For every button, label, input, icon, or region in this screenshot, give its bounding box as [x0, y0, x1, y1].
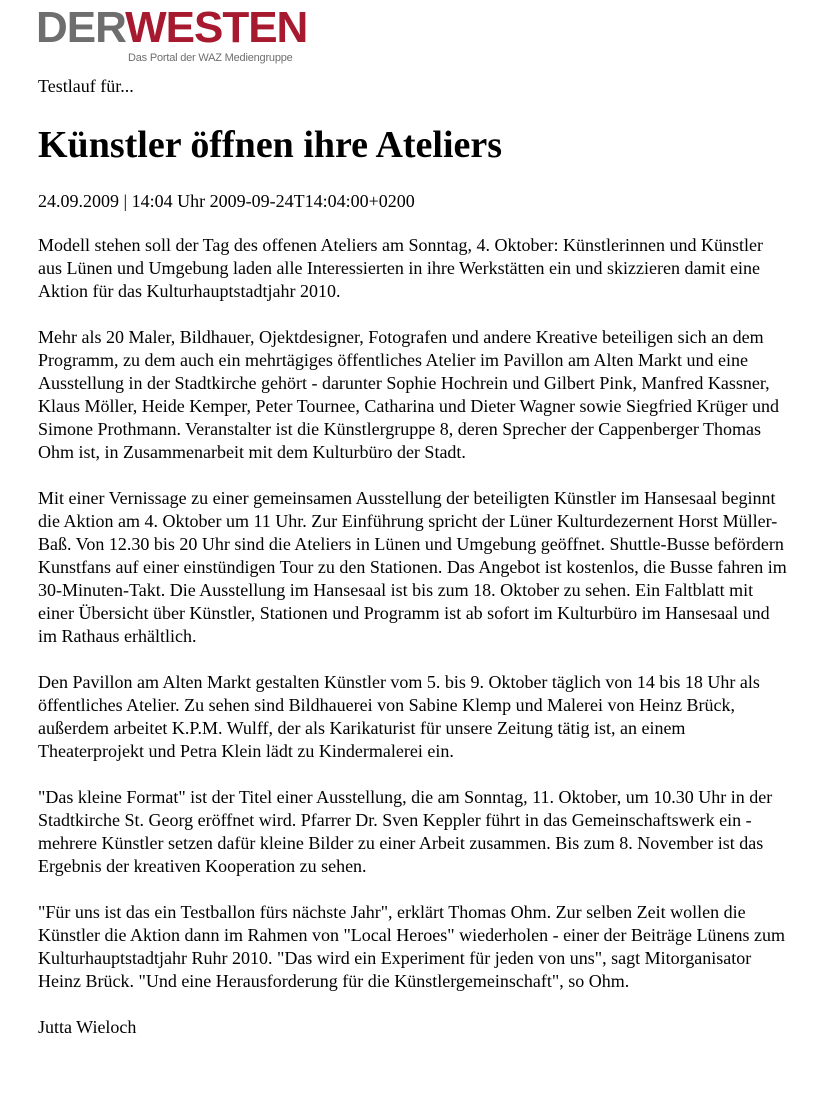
article-headline: Künstler öffnen ihre Ateliers: [38, 124, 503, 166]
article-paragraph: Mehr als 20 Maler, Bildhauer, Ojektdesigner, Fotografen und andere Kreative beteiligen sich an dem Programm, zu dem auch ein mehrtägiges öffentliches Atelier im Pavillon am Alten Markt und eine Ausstellung in der Stadtkirche gehört - darunter Sophie Hochrein und Gilbert Pink, Manfred Kassner, Klaus Möller, Heide Kemper, Peter Tournee, Catharina und Dieter Wagner sowie Siegfried Krüger und Simone Prothmann. Veranstalter ist die Künstlergruppe 8, deren Sprecher der Cappenberger Thomas Ohm ist, in Zusammenarbeit mit dem Kulturbüro der Stadt.: [38, 327, 779, 462]
logo-westen: WESTEN: [125, 3, 308, 52]
site-logo[interactable]: [36, 3, 308, 66]
logo-wordmark: [36, 3, 308, 52]
logo-tagline: Das Portal der WAZ Mediengruppe: [128, 52, 293, 64]
article-paragraph: Modell stehen soll der Tag des offenen Ateliers am Sonntag, 4. Oktober: Künstlerinnen und Künstler aus Lünen und Umgebung laden alle Interessierten in ihre Werkstätten ein und skizzieren damit eine Aktion für das Kulturhauptstadtjahr 2010.: [38, 235, 763, 301]
article-body: [38, 234, 788, 1062]
article-paragraph: "Für uns ist das ein Testballon fürs nächste Jahr", erklärt Thomas Ohm. Zur selben Zeit wollen die Künstler die Aktion dann im Rahmen von "Local Heroes" wiederholen - einer der Beiträge Lünens zum Kulturhauptstadtjahr Ruhr 2010. "Das wird ein Experiment für jeden von uns", sagt Mitorganisator Heinz Brück. "Und eine Herausforderung für die Künstlergemeinschaft", so Ohm.: [38, 902, 785, 991]
article-paragraph: Den Pavillon am Alten Markt gestalten Künstler vom 5. bis 9. Oktober täglich von 14 bis 18 Uhr als öffentliches Atelier. Zu sehen sind Bildhauerei von Sabine Klemp und Malerei von Heinz Brück, außerdem arbeitet K.P.M. Wulff, der als Karikaturist für unsere Zeitung tätig ist, an einem Theaterprojekt und Petra Klein lädt zu Kindermalerei ein.: [38, 672, 760, 761]
article-paragraph: "Das kleine Format" ist der Titel einer Ausstellung, die am Sonntag, 11. Oktober, um 10.30 Uhr in der Stadtkirche St. Georg eröffnet wird. Pfarrer Dr. Sven Keppler führt in das Gemeinschaftswerk ein - mehrere Künstler setzen dafür kleine Bilder zu einer Arbeit zusammen. Bis zum 8. November ist das Ergebnis der kreativen Kooperation zu sehen.: [38, 787, 773, 876]
logo-der: DER: [36, 3, 126, 52]
article-author: Jutta Wieloch: [38, 1017, 137, 1037]
article-dateline: 24.09.2009 | 14:04 Uhr 2009-09-24T14:04:00+0200: [38, 191, 415, 211]
article-paragraph: Mit einer Vernissage zu einer gemeinsamen Ausstellung der beteiligten Künstler im Hansesaal beginnt die Aktion am 4. Oktober um 11 Uhr. Zur Einführung spricht der Lüner Kulturdezernent Horst Müller-Baß. Von 12.30 bis 20 Uhr sind die Ateliers in Lünen und Umgebung geöffnet. Shuttle-Busse befördern Kunstfans auf einer einstündigen Tour zu den Stationen. Das Angebot ist kostenlos, die Busse fahren im 30-Minuten-Takt. Die Ausstellung im Hansesaal ist bis zum 18. Oktober zu sehen. Ein Faltblatt mit einer Übersicht über Künstler, Stationen und Programm ist ab sofort im Kulturbüro im Hansesaal und im Rathaus erhältlich.: [38, 488, 787, 646]
article-kicker: Testlauf für...: [38, 76, 134, 96]
